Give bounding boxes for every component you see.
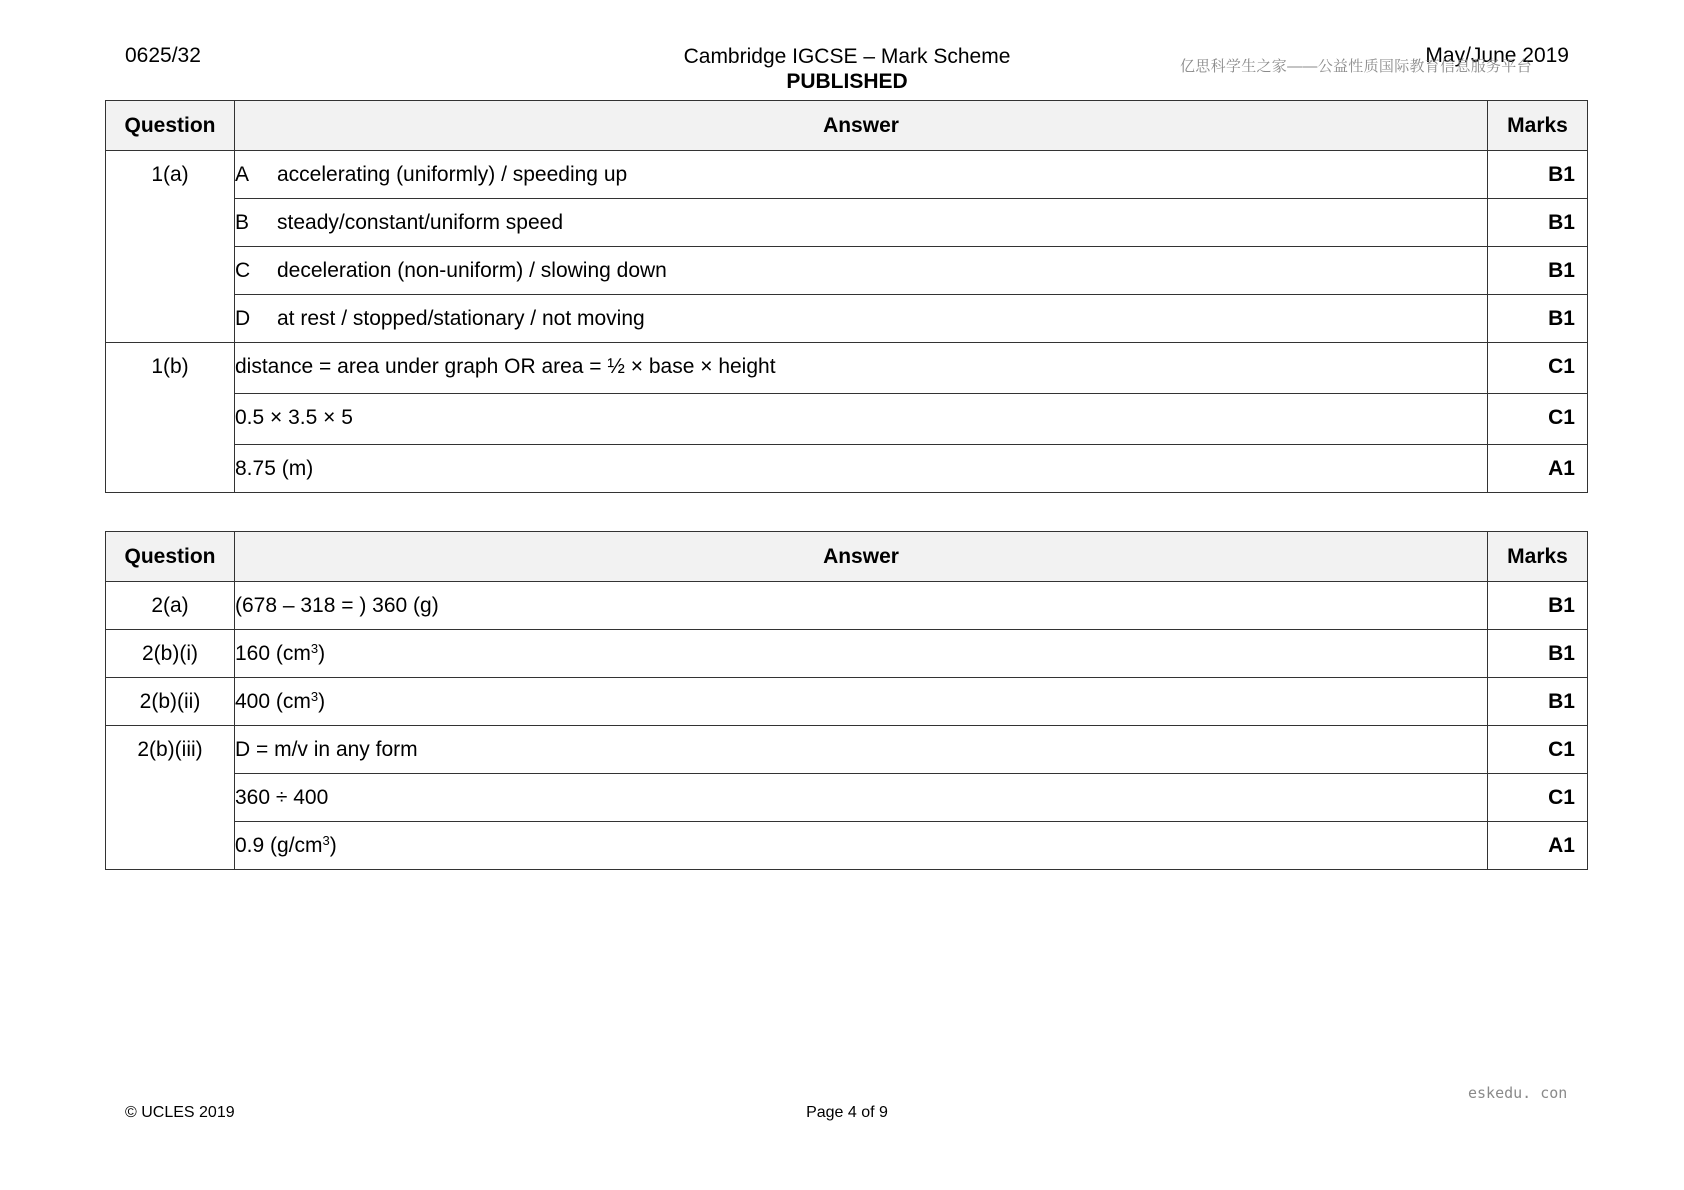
table-row — [106, 630, 1588, 678]
document-title: Cambridge IGCSE – Mark Scheme — [683, 45, 1011, 68]
table-header-row — [106, 101, 1588, 151]
mark-cell: C1 — [1488, 774, 1588, 822]
superscript: 3 — [310, 689, 319, 704]
table-row — [106, 151, 1588, 199]
answer-text: steady/constant/uniform speed — [277, 211, 564, 234]
answer-cell — [235, 822, 1488, 870]
answer-cell — [235, 151, 1488, 199]
question-label: 2(a) — [106, 582, 235, 630]
answer-letter: A — [235, 163, 250, 186]
answer-cell — [235, 630, 1488, 678]
question-label: 1(b) — [106, 343, 235, 493]
table-row — [106, 582, 1588, 630]
mark-cell: B1 — [1488, 151, 1588, 199]
question-header: Question — [106, 101, 235, 151]
answer-text: accelerating (uniformly) / speeding up — [277, 163, 628, 186]
marks-header: Marks — [1488, 101, 1588, 151]
answer-text: 160 (cm — [235, 642, 311, 665]
mark-scheme-table-1 — [105, 100, 1588, 493]
table-row — [106, 295, 1588, 343]
answer-header: Answer — [235, 101, 1488, 151]
mark-cell: A1 — [1488, 445, 1588, 493]
question-header: Question — [106, 532, 235, 582]
question-label: 1(a) — [106, 151, 235, 343]
answer-text: at rest / stopped/stationary / not moving — [277, 307, 645, 330]
mark-cell: B1 — [1488, 199, 1588, 247]
answer-text: 360 ÷ 400 — [235, 774, 1488, 822]
answer-text-tail: ) — [318, 690, 326, 713]
table-row — [106, 822, 1588, 870]
superscript: 3 — [310, 641, 319, 656]
question-label: 2(b)(iii) — [106, 726, 235, 870]
table-row — [106, 394, 1588, 445]
table-header-row — [106, 532, 1588, 582]
mark-cell: B1 — [1488, 582, 1588, 630]
mark-cell: B1 — [1488, 295, 1588, 343]
answer-letter: D — [235, 307, 251, 330]
table-row — [106, 199, 1588, 247]
table-row — [106, 247, 1588, 295]
answer-cell — [235, 199, 1488, 247]
answer-text: D = m/v in any form — [235, 726, 1488, 774]
answer-text: 0.9 (g/cm — [235, 834, 323, 857]
answer-header: Answer — [235, 532, 1488, 582]
answer-letter: C — [235, 259, 251, 282]
answer-text: distance = area under graph OR area = ½ × base × height — [235, 343, 1488, 394]
mark-cell: A1 — [1488, 822, 1588, 870]
answer-text-tail: ) — [329, 834, 337, 857]
answer-letter: B — [235, 211, 250, 234]
mark-cell: C1 — [1488, 394, 1588, 445]
answer-cell — [235, 247, 1488, 295]
table-row — [106, 343, 1588, 394]
mark-cell: C1 — [1488, 726, 1588, 774]
table-row — [106, 445, 1588, 493]
published-label: PUBLISHED — [786, 70, 908, 93]
marks-header: Marks — [1488, 532, 1588, 582]
watermark-text: 亿思科学生之家——公益性质国际教育信息服务平台 — [1180, 58, 1532, 75]
footer-watermark: eskedu. con — [1468, 1084, 1568, 1102]
page-number: Page 4 of 9 — [806, 1104, 888, 1121]
mark-cell: C1 — [1488, 343, 1588, 394]
paper-code: 0625/32 — [125, 44, 201, 67]
superscript: 3 — [322, 833, 330, 848]
answer-text: 400 (cm — [235, 690, 311, 713]
answer-cell — [235, 678, 1488, 726]
table-row — [106, 774, 1588, 822]
mark-cell: B1 — [1488, 678, 1588, 726]
answer-text: 8.75 (m) — [235, 445, 1488, 493]
table-row — [106, 678, 1588, 726]
exam-session: May/June 2019 — [1425, 44, 1569, 67]
answer-text: 0.5 × 3.5 × 5 — [235, 394, 1488, 445]
mark-scheme-table-2 — [105, 531, 1588, 870]
question-label: 2(b)(ii) — [106, 678, 235, 726]
answer-text: deceleration (non-uniform) / slowing down — [277, 259, 667, 282]
copyright-text: © UCLES 2019 — [125, 1104, 235, 1121]
answer-cell — [235, 295, 1488, 343]
mark-cell: B1 — [1488, 630, 1588, 678]
mark-cell: B1 — [1488, 247, 1588, 295]
answer-text-tail: ) — [318, 642, 326, 665]
answer-text: (678 – 318 = ) 360 (g) — [235, 582, 1488, 630]
question-label: 2(b)(i) — [106, 630, 235, 678]
table-row — [106, 726, 1588, 774]
